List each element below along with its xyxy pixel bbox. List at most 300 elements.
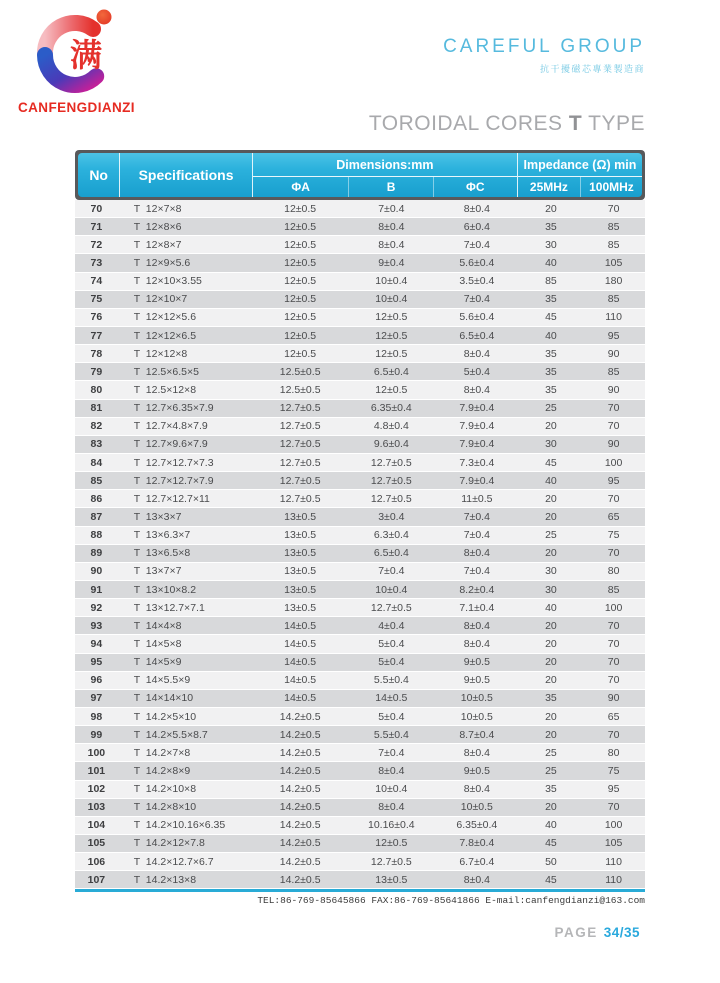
cell-25mhz: 25	[545, 746, 557, 759]
cell-b: 10±0.4	[375, 783, 408, 796]
cell-phi-a: 13±0.5	[284, 547, 317, 560]
cell-phi-c: 9±0.5	[463, 764, 490, 777]
cell-phi-c: 5±0.4	[463, 365, 490, 378]
cell-phi-c: 7±0.4	[463, 529, 490, 542]
cell-100mhz: 105	[604, 256, 623, 269]
row-spec: T 12.7×12.7×11	[133, 492, 210, 505]
row-spec: T 12.7×12.7×7.3	[133, 456, 214, 469]
table-row	[75, 654, 645, 672]
table-row	[75, 363, 645, 381]
row-no: 77	[90, 329, 103, 342]
row-spec: T 13×3×7	[133, 510, 182, 523]
cell-100mhz: 90	[607, 383, 620, 396]
cell-phi-c: 10±0.5	[460, 801, 493, 814]
cell-25mhz: 30	[545, 438, 557, 451]
cell-b: 12.7±0.5	[370, 492, 412, 505]
row-no: 74	[90, 275, 103, 288]
cell-100mhz: 75	[607, 529, 620, 542]
cell-25mhz: 25	[545, 402, 557, 415]
row-no: 105	[87, 837, 106, 850]
table-row	[75, 599, 645, 617]
cell-100mhz: 100	[604, 601, 623, 614]
row-spec: T 14.2×8×9	[133, 764, 191, 777]
cell-phi-a: 12±0.5	[284, 275, 317, 288]
row-spec: T 12×10×3.55	[133, 275, 202, 288]
col-group-dimensions	[253, 153, 518, 197]
cell-25mhz: 25	[545, 764, 557, 777]
cell-phi-c: 7.3±0.4	[459, 456, 495, 469]
cell-phi-a: 14.2±0.5	[279, 783, 321, 796]
cell-phi-a: 12±0.5	[284, 329, 317, 342]
row-no: 73	[90, 256, 103, 269]
row-spec: T 12.7×12.7×7.9	[133, 474, 214, 487]
cell-phi-a: 14.2±0.5	[279, 855, 321, 868]
cell-100mhz: 85	[607, 583, 620, 596]
cell-phi-c: 7±0.4	[463, 238, 490, 251]
cell-phi-c: 8±0.4	[463, 783, 490, 796]
table-bottom-rule	[75, 889, 645, 892]
table-row	[75, 418, 645, 436]
cell-phi-c: 6.5±0.4	[459, 329, 495, 342]
cell-phi-a: 14±0.5	[284, 656, 317, 669]
cell-25mhz: 30	[545, 238, 557, 251]
row-no: 99	[90, 728, 103, 741]
row-no: 93	[90, 619, 103, 632]
table-row	[75, 200, 645, 218]
page-footer	[554, 925, 640, 940]
cell-25mhz: 50	[545, 855, 557, 868]
cell-b: 9±0.4	[378, 256, 405, 269]
cell-b: 6.5±0.4	[373, 365, 409, 378]
cell-phi-c: 10±0.5	[460, 710, 493, 723]
page-title	[369, 112, 645, 136]
cell-b: 12.7±0.5	[370, 855, 412, 868]
cell-b: 8±0.4	[378, 238, 405, 251]
table-row	[75, 799, 645, 817]
row-spec: T 12×9×5.6	[133, 256, 191, 269]
cell-b: 9.6±0.4	[373, 438, 409, 451]
cell-100mhz: 70	[607, 728, 620, 741]
row-no: 85	[90, 474, 103, 487]
cell-100mhz: 90	[607, 347, 620, 360]
cell-phi-a: 12±0.5	[284, 293, 317, 306]
cell-25mhz: 40	[545, 329, 557, 342]
table-row	[75, 835, 645, 853]
cell-phi-a: 14±0.5	[284, 619, 317, 632]
cell-phi-c: 8±0.4	[463, 637, 490, 650]
cell-phi-a: 14.2±0.5	[279, 801, 321, 814]
cell-phi-a: 13±0.5	[284, 565, 317, 578]
cell-phi-a: 13±0.5	[284, 583, 317, 596]
cell-100mhz: 65	[607, 710, 620, 723]
row-no: 82	[90, 420, 103, 433]
row-no: 90	[90, 565, 103, 578]
group-name: CAREFUL GROUP	[443, 36, 645, 57]
cell-100mhz: 90	[607, 692, 620, 705]
cell-phi-c: 11±0.5	[461, 492, 493, 505]
cell-b: 12.7±0.5	[370, 601, 412, 614]
table-row	[75, 635, 645, 653]
row-spec: T 14.2×7×8	[133, 746, 191, 759]
row-spec: T 12×8×7	[133, 238, 182, 251]
table-row	[75, 400, 645, 418]
cell-phi-a: 14.2±0.5	[279, 764, 321, 777]
row-spec: T 12×12×8	[133, 347, 188, 360]
cell-phi-a: 14±0.5	[284, 692, 317, 705]
cell-100mhz: 70	[607, 656, 620, 669]
logo-dot-icon	[97, 10, 112, 25]
cell-25mhz: 25	[545, 529, 557, 542]
cell-25mhz: 35	[545, 347, 557, 360]
cell-100mhz: 65	[607, 510, 620, 523]
cell-100mhz: 95	[607, 329, 620, 342]
cell-phi-a: 13±0.5	[284, 529, 317, 542]
cell-b: 12.7±0.5	[370, 474, 412, 487]
cell-phi-a: 12.5±0.5	[279, 383, 321, 396]
cell-100mhz: 100	[604, 819, 623, 832]
group-subtitle: 抗干擾磁芯專業製造商	[539, 64, 645, 74]
col-header-25mhz: 25MHz	[529, 180, 568, 194]
cell-phi-c: 9±0.5	[463, 656, 490, 669]
table-row	[75, 817, 645, 835]
cell-phi-a: 14±0.5	[284, 674, 317, 687]
cell-phi-c: 5.6±0.4	[459, 256, 495, 269]
table-row	[75, 508, 645, 526]
table-row	[75, 781, 645, 799]
row-no: 75	[90, 293, 103, 306]
cell-100mhz: 95	[607, 783, 620, 796]
row-spec: T 13×6.5×8	[133, 547, 191, 560]
cell-b: 13±0.5	[375, 873, 408, 886]
cell-b: 10±0.4	[375, 293, 408, 306]
cell-25mhz: 40	[545, 601, 557, 614]
cell-phi-a: 12.7±0.5	[279, 420, 321, 433]
row-no: 106	[87, 855, 106, 868]
company-logo	[18, 6, 168, 115]
cell-b: 5±0.4	[378, 656, 405, 669]
cell-100mhz: 90	[607, 438, 620, 451]
table-body	[75, 200, 645, 889]
row-no: 102	[87, 783, 106, 796]
table-row	[75, 490, 645, 508]
row-no: 80	[90, 383, 103, 396]
row-no: 70	[90, 202, 103, 215]
cell-25mhz: 40	[545, 819, 557, 832]
row-spec: T 14×14×10	[133, 692, 194, 705]
table-row	[75, 617, 645, 635]
table-row	[75, 545, 645, 563]
cell-phi-c: 3.5±0.4	[459, 275, 495, 288]
cell-phi-a: 12±0.5	[284, 311, 317, 324]
cell-b: 4±0.4	[378, 619, 405, 632]
cell-phi-a: 14±0.5	[284, 637, 317, 650]
col-header-impedance: Impedance (Ω) min	[518, 153, 642, 177]
cell-phi-c: 8.7±0.4	[459, 728, 495, 741]
cell-phi-a: 12.5±0.5	[279, 365, 321, 378]
row-no: 89	[90, 547, 103, 560]
cell-25mhz: 30	[545, 583, 557, 596]
cell-phi-c: 8±0.4	[463, 873, 490, 886]
cell-b: 5.5±0.4	[373, 674, 409, 687]
cell-b: 7±0.4	[378, 202, 405, 215]
cell-phi-c: 8±0.4	[463, 347, 490, 360]
cell-25mhz: 45	[545, 837, 557, 850]
cell-phi-c: 7.9±0.4	[459, 402, 495, 415]
row-spec: T 13×10×8.2	[133, 583, 197, 596]
cell-phi-a: 12±0.5	[284, 256, 317, 269]
row-spec: T 12×12×5.6	[133, 311, 197, 324]
row-spec: T 12×12×6.5	[133, 329, 197, 342]
brand-name: CANFENGDIANZI	[18, 100, 135, 115]
cell-25mhz: 85	[545, 275, 557, 288]
table-row	[75, 218, 645, 236]
cell-phi-c: 7±0.4	[463, 293, 490, 306]
cell-25mhz: 20	[545, 510, 557, 523]
row-no: 103	[87, 801, 106, 814]
page-footer-label: PAGE	[554, 925, 598, 940]
dims-subheaders	[253, 177, 517, 197]
cell-b: 12±0.5	[375, 311, 408, 324]
row-no: 107	[87, 873, 106, 886]
cell-phi-a: 12.7±0.5	[279, 456, 321, 469]
cell-25mhz: 20	[545, 710, 557, 723]
cell-25mhz: 35	[545, 783, 557, 796]
cell-phi-a: 14.2±0.5	[279, 873, 321, 886]
cell-100mhz: 110	[605, 873, 622, 886]
row-spec: T 14×4×8	[133, 619, 182, 632]
cell-b: 10.16±0.4	[368, 819, 415, 832]
row-spec: T 14.2×13×8	[133, 873, 197, 886]
spec-table	[75, 150, 645, 892]
col-header-phi-c: ΦC	[433, 177, 517, 197]
cell-25mhz: 20	[545, 547, 557, 560]
row-spec: T 12.7×6.35×7.9	[133, 402, 214, 415]
cell-100mhz: 105	[604, 837, 623, 850]
row-spec: T 14.2×5.5×8.7	[133, 728, 208, 741]
cell-phi-c: 7.9±0.4	[459, 474, 495, 487]
contact-info: TEL:86-769-85645866 FAX:86-769-85641866 E-mail:canfengdianzi@163.com	[257, 895, 645, 906]
cell-b: 7±0.4	[378, 746, 405, 759]
table-row	[75, 472, 645, 490]
cell-phi-c: 8±0.4	[463, 383, 490, 396]
cell-25mhz: 45	[545, 311, 557, 324]
table-row	[75, 563, 645, 581]
cell-phi-c: 8±0.4	[463, 547, 490, 560]
row-spec: T 14.2×12.7×6.7	[133, 855, 214, 868]
cell-b: 6.5±0.4	[373, 547, 409, 560]
cell-100mhz: 85	[607, 293, 620, 306]
cell-phi-c: 8.2±0.4	[459, 583, 495, 596]
table-header-frame	[75, 150, 645, 200]
cell-b: 12±0.5	[375, 837, 408, 850]
row-no: 83	[90, 438, 103, 451]
cell-b: 12±0.5	[375, 383, 408, 396]
cell-25mhz: 20	[545, 728, 557, 741]
row-spec: T 14.2×10.16×6.35	[133, 819, 226, 832]
cell-b: 10±0.4	[375, 583, 408, 596]
cell-phi-a: 13±0.5	[284, 510, 317, 523]
cell-100mhz: 70	[607, 420, 620, 433]
cell-phi-a: 14.2±0.5	[279, 746, 321, 759]
cell-phi-a: 12.7±0.5	[279, 474, 321, 487]
cell-100mhz: 85	[607, 365, 620, 378]
row-spec: T 14×5.5×9	[133, 674, 191, 687]
cell-25mhz: 30	[545, 565, 557, 578]
row-spec: T 12.7×9.6×7.9	[133, 438, 208, 451]
row-spec: T 14.2×8×10	[133, 801, 197, 814]
cell-phi-a: 14.2±0.5	[279, 728, 321, 741]
row-no: 95	[90, 656, 103, 669]
row-no: 72	[90, 238, 103, 251]
row-no: 71	[90, 220, 103, 233]
row-no: 91	[90, 583, 103, 596]
cell-phi-c: 7±0.4	[463, 565, 490, 578]
cell-100mhz: 70	[607, 202, 620, 215]
row-spec: T 12.5×12×8	[133, 383, 197, 396]
row-spec: T 14×5×9	[133, 656, 182, 669]
row-no: 87	[90, 510, 103, 523]
cell-25mhz: 20	[545, 420, 557, 433]
cell-100mhz: 80	[607, 746, 620, 759]
row-spec: T 14.2×10×8	[133, 783, 197, 796]
cell-b: 6.3±0.4	[373, 529, 409, 542]
cell-100mhz: 70	[607, 674, 620, 687]
cell-25mhz: 20	[545, 619, 557, 632]
table-row	[75, 273, 645, 291]
cell-25mhz: 35	[545, 692, 557, 705]
table-row	[75, 327, 645, 345]
row-no: 76	[90, 311, 103, 324]
cell-100mhz: 95	[607, 474, 620, 487]
cell-phi-c: 8±0.4	[463, 202, 490, 215]
cell-phi-a: 14.2±0.5	[279, 710, 321, 723]
cell-phi-c: 6±0.4	[463, 220, 490, 233]
row-spec: T 12×7×8	[133, 202, 182, 215]
cell-phi-a: 14.2±0.5	[279, 837, 321, 850]
cell-100mhz: 85	[607, 238, 620, 251]
cell-b: 4.8±0.4	[373, 420, 409, 433]
cell-b: 12±0.5	[375, 347, 408, 360]
cell-b: 6.35±0.4	[370, 402, 412, 415]
table-row	[75, 254, 645, 272]
logo-character: 满	[70, 36, 103, 74]
cell-25mhz: 20	[545, 492, 557, 505]
cell-25mhz: 20	[545, 637, 557, 650]
row-no: 79	[90, 365, 103, 378]
cell-25mhz: 20	[545, 656, 557, 669]
col-header-specifications: Specifications	[120, 153, 253, 197]
cell-phi-c: 9±0.5	[463, 674, 490, 687]
row-spec: T 13×12.7×7.1	[133, 601, 205, 614]
cell-phi-a: 12±0.5	[284, 220, 317, 233]
table-row	[75, 454, 645, 472]
cell-phi-c: 7.8±0.4	[459, 837, 495, 850]
row-no: 97	[90, 692, 103, 705]
row-no: 84	[90, 456, 103, 469]
table-row	[75, 309, 645, 327]
cell-100mhz: 100	[604, 456, 623, 469]
cell-b: 5±0.4	[378, 710, 405, 723]
cell-b: 8±0.4	[378, 801, 405, 814]
row-spec: T 12×10×7	[133, 293, 188, 306]
cell-b: 8±0.4	[378, 220, 405, 233]
cell-25mhz: 45	[545, 456, 557, 469]
page-title-prefix: TOROIDAL CORES	[368, 112, 569, 135]
cell-phi-a: 13±0.5	[284, 601, 317, 614]
row-no: 96	[90, 674, 103, 687]
table-row	[75, 345, 645, 363]
cell-100mhz: 110	[605, 311, 622, 324]
table-row	[75, 708, 645, 726]
cell-phi-c: 5.6±0.4	[459, 311, 495, 324]
row-no: 98	[90, 710, 103, 723]
cell-phi-c: 7±0.4	[463, 510, 490, 523]
col-header-100mhz: 100MHz	[580, 177, 642, 197]
cell-25mhz: 20	[545, 202, 557, 215]
logo-crescent-icon	[18, 6, 136, 98]
table-row	[75, 381, 645, 399]
cell-phi-c: 7.9±0.4	[459, 438, 495, 451]
row-no: 88	[90, 529, 103, 542]
cell-25mhz: 35	[545, 220, 557, 233]
table-row	[75, 762, 645, 780]
cell-phi-c: 7.1±0.4	[459, 601, 495, 614]
table-header	[78, 153, 642, 197]
row-no: 78	[90, 347, 103, 360]
cell-100mhz: 70	[607, 402, 620, 415]
cell-phi-c: 6.7±0.4	[459, 855, 495, 868]
row-spec: T 12.5×6.5×5	[133, 365, 199, 378]
row-spec: T 14.2×5×10	[133, 710, 197, 723]
col-header-b: B	[348, 177, 432, 197]
row-no: 104	[87, 819, 106, 832]
cell-phi-c: 7.9±0.4	[459, 420, 495, 433]
cell-100mhz: 85	[607, 220, 620, 233]
cell-25mhz: 20	[545, 801, 557, 814]
page-footer-number: 34/35	[603, 925, 640, 940]
page-title-suffix: TYPE	[582, 112, 645, 135]
table-row	[75, 726, 645, 744]
cell-phi-a: 12±0.5	[284, 202, 317, 215]
cell-b: 7±0.4	[378, 565, 405, 578]
row-no: 94	[90, 637, 103, 650]
row-no: 81	[90, 402, 103, 415]
col-group-impedance	[518, 153, 642, 197]
cell-100mhz: 70	[607, 547, 620, 560]
table-row	[75, 436, 645, 454]
row-spec: T 13×7×7	[133, 565, 182, 578]
row-spec: T 13×6.3×7	[133, 529, 191, 542]
col-header-phi-a: ΦA	[291, 180, 310, 194]
cell-phi-a: 14.2±0.5	[279, 819, 321, 832]
row-spec: T 14×5×8	[133, 637, 182, 650]
cell-25mhz: 35	[545, 365, 557, 378]
impedance-subheaders	[518, 177, 642, 197]
cell-100mhz: 80	[607, 565, 620, 578]
table-row	[75, 744, 645, 762]
cell-phi-c: 8±0.4	[463, 619, 490, 632]
cell-25mhz: 40	[545, 256, 557, 269]
cell-100mhz: 70	[607, 492, 620, 505]
cell-phi-c: 8±0.4	[463, 746, 490, 759]
cell-b: 3±0.4	[378, 510, 405, 523]
row-no: 100	[87, 746, 106, 759]
table-row	[75, 581, 645, 599]
row-no: 92	[90, 601, 103, 614]
cell-phi-c: 10±0.5	[460, 692, 493, 705]
row-no: 101	[87, 764, 106, 777]
cell-b: 8±0.4	[378, 764, 405, 777]
